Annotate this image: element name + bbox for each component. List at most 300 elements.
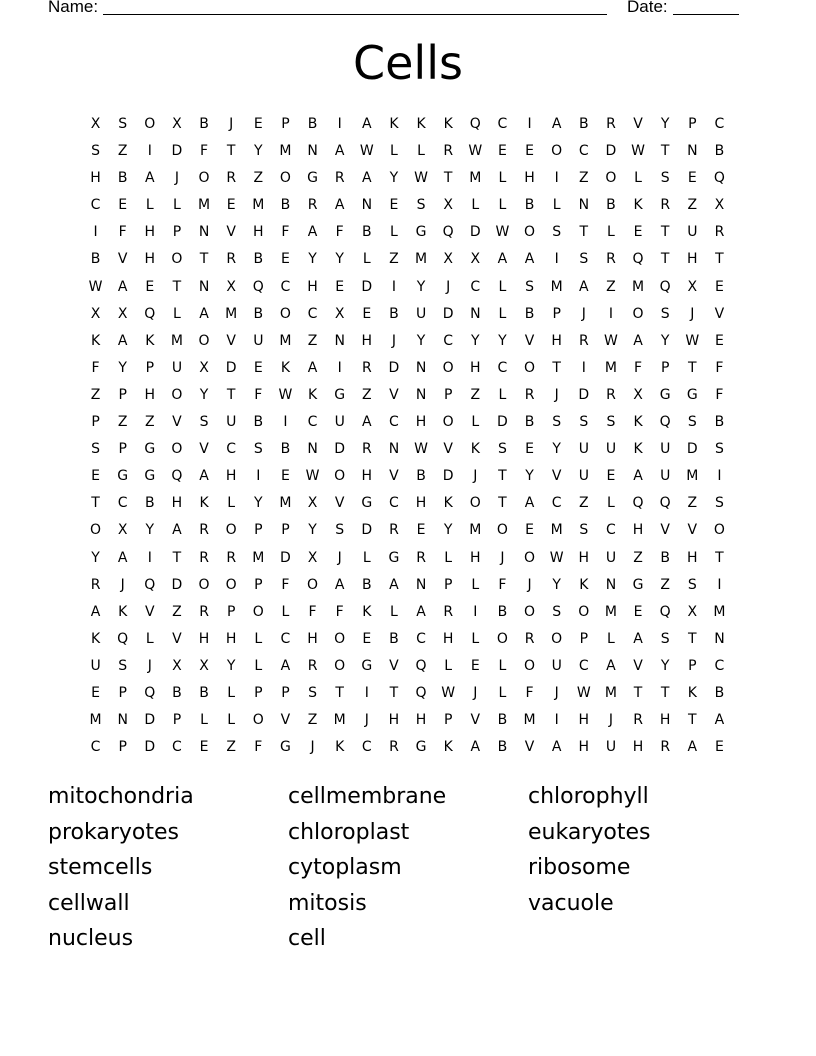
grid-letter: A (117, 549, 128, 566)
grid-letter: E (145, 278, 155, 295)
grid-letter: N (415, 576, 427, 593)
grid-letter: R (226, 549, 237, 566)
grid-letter: H (442, 630, 454, 647)
grid-letter: Q (659, 603, 671, 620)
grid-letter: O (252, 603, 264, 620)
grid-letter: K (416, 116, 426, 132)
grid-letter: G (361, 657, 373, 674)
grid-letter: E (687, 170, 697, 187)
grid-letter: A (362, 170, 372, 187)
grid-letter: P (443, 576, 453, 593)
grid-letter: W (441, 684, 456, 701)
grid-letter: T (688, 712, 697, 729)
grid-letter: V (226, 224, 236, 241)
grid-letter: G (632, 576, 644, 593)
grid-letter: V (172, 414, 182, 431)
page-title: Cells (353, 36, 463, 90)
word-list-item: vacuole (528, 890, 614, 916)
grid-letter: P (226, 603, 236, 620)
grid-letter: U (660, 441, 671, 458)
grid-letter: L (227, 712, 236, 729)
word-list-item: eukaryotes (528, 819, 651, 845)
grid-letter: Z (117, 143, 128, 160)
grid-letter: Y (660, 657, 670, 674)
grid-letter: K (145, 332, 155, 349)
grid-letter: A (524, 251, 535, 268)
grid-letter: Z (145, 414, 155, 431)
grid-letter: Y (308, 251, 317, 268)
grid-letter: E (715, 332, 724, 349)
grid-letter: L (173, 197, 181, 214)
grid-letter: D (578, 386, 590, 403)
grid-letter: O (171, 386, 183, 403)
grid-letter: O (496, 630, 508, 647)
grid-letter: R (361, 441, 372, 458)
grid-letter: T (172, 549, 182, 566)
grid-letter: A (551, 739, 562, 756)
grid-letter: B (389, 630, 399, 647)
grid-letter: O (279, 170, 291, 187)
grid-letter: O (198, 170, 210, 187)
grid-letter: G (280, 739, 291, 756)
grid-letter: O (198, 576, 210, 593)
grid-letter: T (660, 224, 670, 241)
grid-letter: N (714, 630, 725, 647)
grid-letter: K (335, 739, 345, 756)
grid-letter: G (415, 224, 427, 241)
grid-letter: O (171, 251, 183, 268)
grid-letter: U (226, 414, 237, 431)
grid-letter: F (91, 359, 100, 376)
grid-letter: A (362, 414, 372, 431)
grid-letter: R (660, 739, 671, 756)
grid-letter: D (686, 441, 698, 458)
grid-letter: X (172, 657, 182, 674)
grid-letter: H (578, 549, 590, 566)
grid-letter: C (578, 657, 589, 674)
grid-letter: Y (199, 386, 209, 403)
grid-letter: L (444, 549, 453, 566)
grid-letter: A (334, 576, 345, 593)
grid-letter: A (172, 522, 182, 539)
grid-letter: U (334, 414, 345, 431)
grid-letter: E (525, 441, 534, 458)
grid-letter: U (605, 441, 617, 458)
grid-letter: T (579, 224, 589, 241)
grid-letter: Z (307, 712, 318, 729)
grid-letter: N (687, 143, 698, 160)
grid-letter: D (171, 576, 183, 593)
grid-letter: I (608, 305, 613, 322)
grid-letter: H (551, 332, 562, 349)
grid-letter: J (554, 684, 559, 701)
grid-letter: I (147, 143, 152, 160)
grid-letter: K (579, 576, 589, 593)
grid-letter: V (551, 468, 562, 485)
grid-letter: R (443, 603, 454, 620)
grid-letter: D (334, 441, 346, 458)
grid-letter: P (91, 414, 100, 431)
grid-letter: Z (362, 386, 372, 403)
grid-letter: K (687, 684, 697, 701)
grid-letter: T (389, 684, 399, 701)
grid-letter: E (281, 251, 290, 268)
grid-letter: I (93, 224, 98, 241)
grid-letter: L (417, 143, 425, 160)
grid-letter: J (391, 332, 396, 349)
grid-letter: S (579, 414, 589, 431)
date-field-line (673, 0, 739, 15)
grid-letter: W (305, 468, 320, 485)
grid-letter: R (606, 386, 616, 403)
grid-letter: Y (226, 657, 236, 674)
grid-letter: M (469, 170, 482, 187)
grid-letter: O (578, 603, 590, 620)
grid-letter: G (307, 170, 318, 187)
grid-letter: G (117, 468, 129, 485)
grid-letter: H (415, 414, 427, 431)
grid-letter: H (253, 224, 264, 241)
grid-letter: Z (226, 739, 236, 756)
grid-letter: T (498, 495, 507, 512)
grid-letter: C (307, 305, 318, 322)
grid-letter: V (470, 712, 481, 729)
grid-letter: H (198, 630, 210, 647)
grid-letter: X (117, 305, 128, 322)
grid-letter: Z (606, 278, 616, 295)
grid-letter: L (173, 305, 181, 322)
grid-letter: S (335, 522, 345, 539)
grid-letter: M (333, 712, 346, 729)
grid-letter: A (633, 468, 643, 485)
grid-letter: M (415, 251, 428, 268)
grid-letter: O (524, 657, 536, 674)
grid-letter: R (226, 170, 237, 187)
grid-letter: E (633, 224, 643, 241)
grid-letter: V (633, 657, 643, 674)
grid-letter: H (687, 251, 698, 268)
grid-letter: V (524, 332, 535, 349)
grid-letter: B (362, 224, 372, 241)
grid-letter: Y (660, 116, 670, 132)
grid-letter: C (470, 278, 481, 295)
grid-letter: V (280, 712, 291, 729)
grid-letter: S (579, 522, 589, 539)
grid-letter: E (118, 197, 128, 214)
grid-letter: M (604, 603, 617, 620)
grid-letter: R (524, 386, 535, 403)
grid-letter: T (715, 251, 724, 268)
grid-letter: J (473, 468, 478, 485)
grid-letter: J (364, 712, 369, 729)
grid-letter: Z (253, 170, 264, 187)
grid-letter: A (551, 116, 562, 132)
grid-letter: X (443, 197, 453, 214)
grid-letter: T (226, 143, 236, 160)
grid-letter: P (118, 684, 127, 701)
grid-letter: E (91, 468, 100, 485)
grid-letter: Y (498, 332, 507, 349)
grid-letter: I (391, 278, 396, 295)
grid-letter: X (633, 386, 643, 403)
grid-letter: H (687, 549, 698, 566)
grid-letter: T (660, 684, 670, 701)
grid-letter: T (335, 684, 344, 701)
grid-letter: Y (552, 441, 561, 458)
grid-letter: E (525, 143, 534, 160)
grid-letter: A (687, 739, 698, 756)
grid-letter: H (171, 495, 183, 512)
grid-letter: S (118, 116, 128, 132)
grid-letter: O (551, 143, 563, 160)
grid-letter: B (362, 576, 372, 593)
grid-letter: O (469, 495, 481, 512)
grid-letter: Z (389, 251, 399, 268)
grid-letter: S (91, 441, 100, 458)
grid-letter: A (714, 712, 725, 729)
grid-letter: Q (713, 170, 725, 187)
grid-letter: U (660, 468, 671, 485)
grid-letter: K (633, 414, 643, 431)
grid-letter: F (281, 224, 290, 241)
grid-letter: P (579, 630, 589, 647)
grid-letter: H (307, 630, 318, 647)
grid-letter: R (606, 116, 616, 132)
grid-letter: S (525, 278, 534, 295)
grid-letter: I (717, 468, 722, 485)
grid-letter: M (550, 278, 563, 295)
grid-letter: S (714, 441, 724, 458)
grid-letter: P (660, 359, 670, 376)
grid-letter: E (416, 522, 426, 539)
grid-letter: I (337, 359, 342, 376)
grid-letter: U (605, 739, 617, 756)
grid-letter: R (199, 549, 209, 566)
grid-letter: X (90, 305, 101, 322)
grid-letter: O (334, 657, 346, 674)
grid-letter: E (715, 739, 724, 756)
grid-letter: P (172, 712, 182, 729)
grid-letter: C (606, 522, 616, 539)
grid-letter: W (278, 386, 293, 403)
grid-letter: X (226, 278, 236, 295)
grid-letter: K (443, 116, 453, 132)
grid-letter: W (414, 170, 428, 187)
grid-letter: M (252, 549, 265, 566)
grid-letter: E (633, 603, 643, 620)
grid-letter: X (714, 197, 725, 214)
grid-letter: R (578, 332, 589, 349)
word-list-item: ribosome (528, 855, 631, 881)
grid-letter: N (415, 386, 427, 403)
grid-letter: E (226, 197, 236, 214)
grid-letter: G (144, 441, 156, 458)
grid-letter: L (498, 657, 507, 674)
grid-letter: H (144, 224, 156, 241)
grid-letter: K (633, 197, 643, 214)
grid-letter: H (470, 359, 481, 376)
grid-letter: S (497, 441, 507, 458)
grid-letter: K (443, 739, 453, 756)
grid-letter: J (581, 305, 586, 322)
grid-letter: A (633, 630, 643, 647)
grid-letter: Y (660, 332, 670, 349)
grid-letter: Q (659, 495, 671, 512)
grid-letter: A (334, 197, 345, 214)
grid-letter: J (310, 739, 315, 756)
word-list-item: chloroplast (288, 819, 410, 845)
grid-letter: L (227, 684, 236, 701)
grid-letter: B (172, 684, 182, 701)
grid-letter: J (174, 170, 179, 187)
grid-letter: B (199, 684, 209, 701)
grid-letter: I (283, 414, 288, 431)
grid-letter: I (256, 468, 261, 485)
grid-letter: C (389, 414, 399, 431)
grid-letter: M (713, 603, 726, 620)
grid-letter: V (389, 657, 399, 674)
grid-letter: B (416, 468, 426, 485)
grid-letter: H (415, 712, 427, 729)
word-search-grid (82, 111, 733, 761)
grid-letter: A (470, 739, 481, 756)
grid-letter: F (200, 143, 209, 160)
grid-letter: O (605, 170, 617, 187)
grid-letter: H (578, 712, 590, 729)
grid-letter: G (388, 549, 400, 566)
grid-letter: L (471, 630, 480, 647)
grid-letter: S (606, 414, 616, 431)
grid-letter: B (145, 495, 155, 512)
grid-letter: M (279, 143, 292, 160)
grid-letter: C (714, 657, 725, 674)
grid-letter: X (307, 549, 318, 566)
grid-letter: E (362, 305, 372, 322)
word-list-item: cytoplasm (288, 855, 402, 881)
grid-letter: B (579, 116, 589, 132)
grid-letter: V (172, 630, 182, 647)
grid-letter: T (91, 495, 100, 512)
grid-letter: A (606, 657, 616, 674)
grid-letter: D (225, 359, 237, 376)
grid-letter: C (90, 197, 101, 214)
grid-letter: K (307, 386, 318, 403)
grid-letter: H (225, 468, 237, 485)
grid-letter: I (554, 251, 559, 268)
grid-letter: R (307, 657, 318, 674)
grid-letter: W (631, 143, 645, 160)
grid-letter: H (307, 278, 318, 295)
grid-letter: P (281, 684, 290, 701)
grid-letter: A (334, 143, 345, 160)
grid-letter: L (471, 576, 480, 593)
grid-letter: A (280, 657, 291, 674)
grid-letter: E (389, 197, 399, 214)
grid-letter: R (416, 549, 426, 566)
grid-letter: I (581, 359, 586, 376)
grid-letter: E (525, 522, 534, 539)
grid-letter: V (389, 468, 399, 485)
grid-letter: V (524, 739, 535, 756)
grid-letter: X (199, 657, 209, 674)
grid-letter: A (416, 603, 426, 620)
grid-letter: V (714, 305, 725, 322)
grid-letter: W (414, 441, 428, 458)
grid-letter: T (172, 278, 182, 295)
grid-letter: B (90, 251, 101, 268)
grid-letter: H (90, 170, 101, 187)
grid-letter: M (170, 332, 183, 349)
grid-letter: H (632, 522, 644, 539)
grid-letter: O (524, 603, 536, 620)
grid-letter: F (525, 684, 534, 701)
grid-letter: C (389, 495, 399, 512)
grid-letter: W (495, 224, 510, 241)
grid-letter: L (362, 251, 371, 268)
grid-letter: P (118, 441, 127, 458)
grid-letter: N (334, 332, 345, 349)
grid-letter: P (281, 116, 290, 132)
grid-letter: K (389, 116, 399, 132)
grid-letter: R (633, 712, 643, 729)
grid-letter: O (279, 305, 291, 322)
grid-letter: O (334, 630, 346, 647)
grid-letter: D (497, 414, 508, 431)
grid-letter: F (335, 224, 344, 241)
grid-letter: K (362, 603, 372, 620)
grid-letter: C (497, 116, 508, 132)
grid-letter: F (498, 576, 507, 593)
grid-letter: L (498, 278, 507, 295)
grid-letter: H (524, 170, 535, 187)
grid-letter: R (199, 603, 209, 620)
grid-letter: U (605, 549, 617, 566)
grid-letter: Q (171, 468, 183, 485)
grid-letter: F (281, 576, 290, 593)
grid-letter: C (551, 495, 562, 512)
grid-letter: F (254, 739, 263, 756)
grid-letter: O (171, 441, 183, 458)
grid-letter: Q (252, 278, 264, 295)
grid-letter: Y (145, 522, 155, 539)
grid-letter: M (279, 495, 292, 512)
grid-letter: M (198, 197, 211, 214)
grid-letter: Q (117, 630, 129, 647)
grid-letter: L (634, 170, 642, 187)
grid-letter: Z (687, 197, 698, 214)
grid-letter: H (578, 739, 590, 756)
grid-letter: K (90, 332, 101, 349)
grid-letter: K (280, 359, 291, 376)
grid-letter: K (443, 495, 453, 512)
grid-letter: U (171, 359, 183, 376)
grid-letter: T (660, 251, 670, 268)
grid-letter: E (91, 684, 100, 701)
grid-letter: J (500, 549, 505, 566)
grid-letter: A (307, 359, 318, 376)
grid-letter: L (498, 684, 507, 701)
grid-letter: H (361, 332, 373, 349)
grid-letter: A (117, 278, 128, 295)
grid-letter: A (524, 495, 535, 512)
grid-letter: A (579, 278, 589, 295)
grid-letter: M (89, 712, 102, 729)
grid-letter: B (660, 549, 670, 566)
grid-letter: T (688, 630, 697, 647)
grid-letter: A (90, 603, 101, 620)
grid-letter: B (199, 116, 209, 132)
grid-letter: R (361, 359, 372, 376)
